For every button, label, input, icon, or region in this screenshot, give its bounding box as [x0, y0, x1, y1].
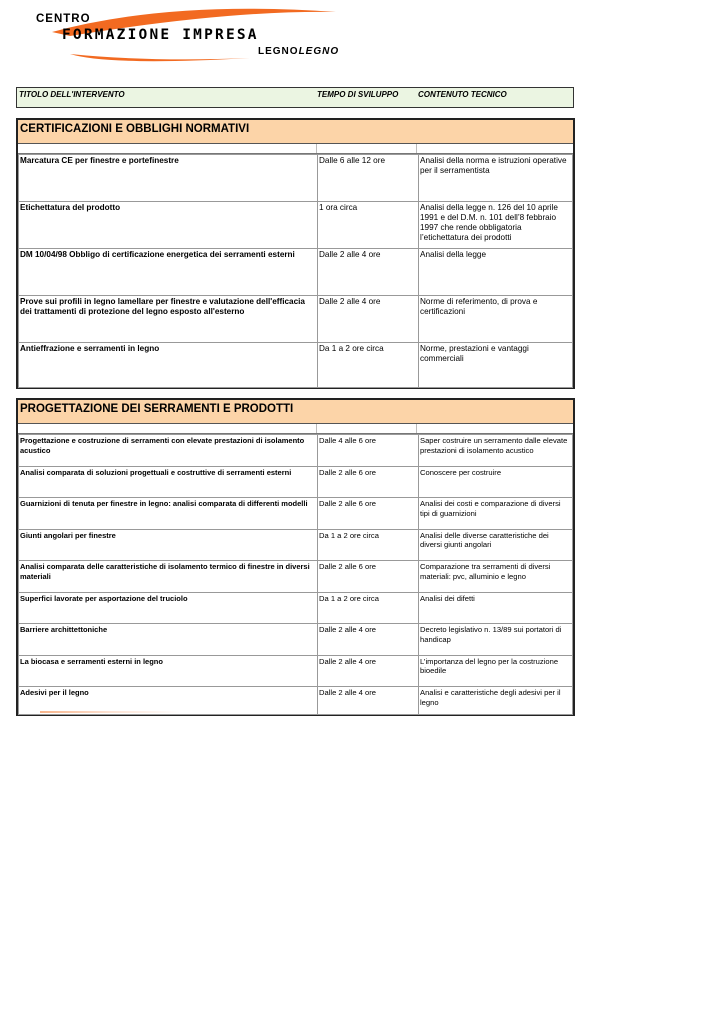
- section-certificazioni: [16, 118, 575, 389]
- header-content: CONTENUTO TECNICO: [418, 90, 507, 99]
- table-row: [19, 466, 573, 498]
- section-table: [18, 434, 573, 715]
- row-content: Analisi dei difetti: [419, 592, 573, 624]
- table-row: [19, 561, 573, 593]
- table-row: [19, 498, 573, 530]
- row-title: Adesivi per il legno: [19, 687, 318, 715]
- section-progettazione: [16, 398, 575, 716]
- table-row: [19, 249, 573, 296]
- row-content: L’importanza del legno per la costruzione bioedile: [419, 655, 573, 687]
- table-row: [19, 435, 573, 467]
- table-row: [19, 296, 573, 343]
- row-content: Analisi dei costi e comparazione di diversi tipi di guarnizioni: [419, 498, 573, 530]
- row-title: Giunti angolari per finestre: [19, 529, 318, 561]
- row-time: 1 ora circa: [318, 202, 419, 249]
- table-row: [19, 592, 573, 624]
- row-time: Dalle 2 alle 6 ore: [318, 561, 419, 593]
- section-spacer: [18, 424, 573, 434]
- decorative-stroke: [40, 711, 180, 713]
- row-content: Norme, prestazioni e vantaggi commerciali: [419, 343, 573, 388]
- row-title: Analisi comparata di soluzioni progettuali e costruttive di serramenti esterni: [19, 466, 318, 498]
- section-spacer: [18, 144, 573, 154]
- row-content: Conoscere per costruire: [419, 466, 573, 498]
- section-title: CERTIFICAZIONI E OBBLIGHI NORMATIVI: [18, 120, 573, 144]
- row-title: Antieffrazione e serramenti in legno: [19, 343, 318, 388]
- logo-subtitle: LEGNOLEGNO: [258, 46, 340, 57]
- row-time: Da 1 a 2 ore circa: [318, 529, 419, 561]
- row-time: Dalle 2 alle 4 ore: [318, 249, 419, 296]
- table-row: [19, 202, 573, 249]
- row-content: Comparazione tra serramenti di diversi materiali: pvc, alluminio e legno: [419, 561, 573, 593]
- logo-centro: CENTRO: [36, 13, 91, 25]
- row-time: Dalle 4 alle 6 ore: [318, 435, 419, 467]
- row-title: Guarnizioni di tenuta per finestre in legno: analisi comparata di differenti modelli: [19, 498, 318, 530]
- row-title: Superfici lavorate per asportazione del truciolo: [19, 592, 318, 624]
- section-title: PROGETTAZIONE DEI SERRAMENTI E PRODOTTI: [18, 400, 573, 424]
- row-time: Dalle 2 alle 4 ore: [318, 687, 419, 715]
- table-row: [19, 155, 573, 202]
- row-content: Analisi della legge: [419, 249, 573, 296]
- row-content: Analisi della legge n. 126 del 10 aprile 1991 e del D.M. n. 101 dell’8 febbraio 1997 che rende obbligatoria l’etichettatura dei prodotti: [419, 202, 573, 249]
- row-time: Da 1 a 2 ore circa: [318, 343, 419, 388]
- table-row: [19, 655, 573, 687]
- row-title: DM 10/04/98 Obbligo di certificazione energetica dei serramenti esterni: [19, 249, 318, 296]
- row-time: Dalle 2 alle 4 ore: [318, 655, 419, 687]
- row-time: Dalle 6 alle 12 ore: [318, 155, 419, 202]
- row-title: Progettazione e costruzione di serramenti con elevate prestazioni di isolamento acustico: [19, 435, 318, 467]
- row-title: Etichettatura del prodotto: [19, 202, 318, 249]
- row-title: Barriere archittettoniche: [19, 624, 318, 656]
- row-time: Dalle 2 alle 6 ore: [318, 498, 419, 530]
- row-content: Analisi della norma e istruzioni operative per il serramentista: [419, 155, 573, 202]
- row-content: Saper costruire un serramento dalle elevate prestazioni di isolamento acustico: [419, 435, 573, 467]
- row-time: Dalle 2 alle 4 ore: [318, 624, 419, 656]
- row-content: Norme di referimento, di prova e certificazioni: [419, 296, 573, 343]
- row-title: Marcatura CE per finestre e portefinestre: [19, 155, 318, 202]
- logo: [30, 4, 350, 66]
- section-table: [18, 154, 573, 388]
- table-row: [19, 529, 573, 561]
- header-time: TEMPO DI SVILUPPO: [317, 90, 399, 99]
- row-time: Da 1 a 2 ore circa: [318, 592, 419, 624]
- row-content: Analisi e caratteristiche degli adesivi per il legno: [419, 687, 573, 715]
- table-row: [19, 624, 573, 656]
- row-title: Analisi comparata delle caratteristiche di isolamento termico di finestre in diversi materiali: [19, 561, 318, 593]
- row-time: Dalle 2 alle 4 ore: [318, 296, 419, 343]
- row-title: La biocasa e serramenti esterni in legno: [19, 655, 318, 687]
- row-content: Decreto legislativo n. 13/89 sui portatori di handicap: [419, 624, 573, 656]
- row-title: Prove sui profili in legno lamellare per finestre e valutazione dell'efficacia dei trattamenti di protezione del legno esposto all'esterno: [19, 296, 318, 343]
- table-header: [16, 87, 574, 108]
- logo-title: FORMAZIONE IMPRESA: [62, 27, 259, 43]
- row-time: Dalle 2 alle 6 ore: [318, 466, 419, 498]
- table-row: [19, 343, 573, 388]
- header-title: TITOLO DELL'INTERVENTO: [19, 90, 125, 99]
- row-content: Analisi delle diverse caratteristiche dei diversi giunti angolari: [419, 529, 573, 561]
